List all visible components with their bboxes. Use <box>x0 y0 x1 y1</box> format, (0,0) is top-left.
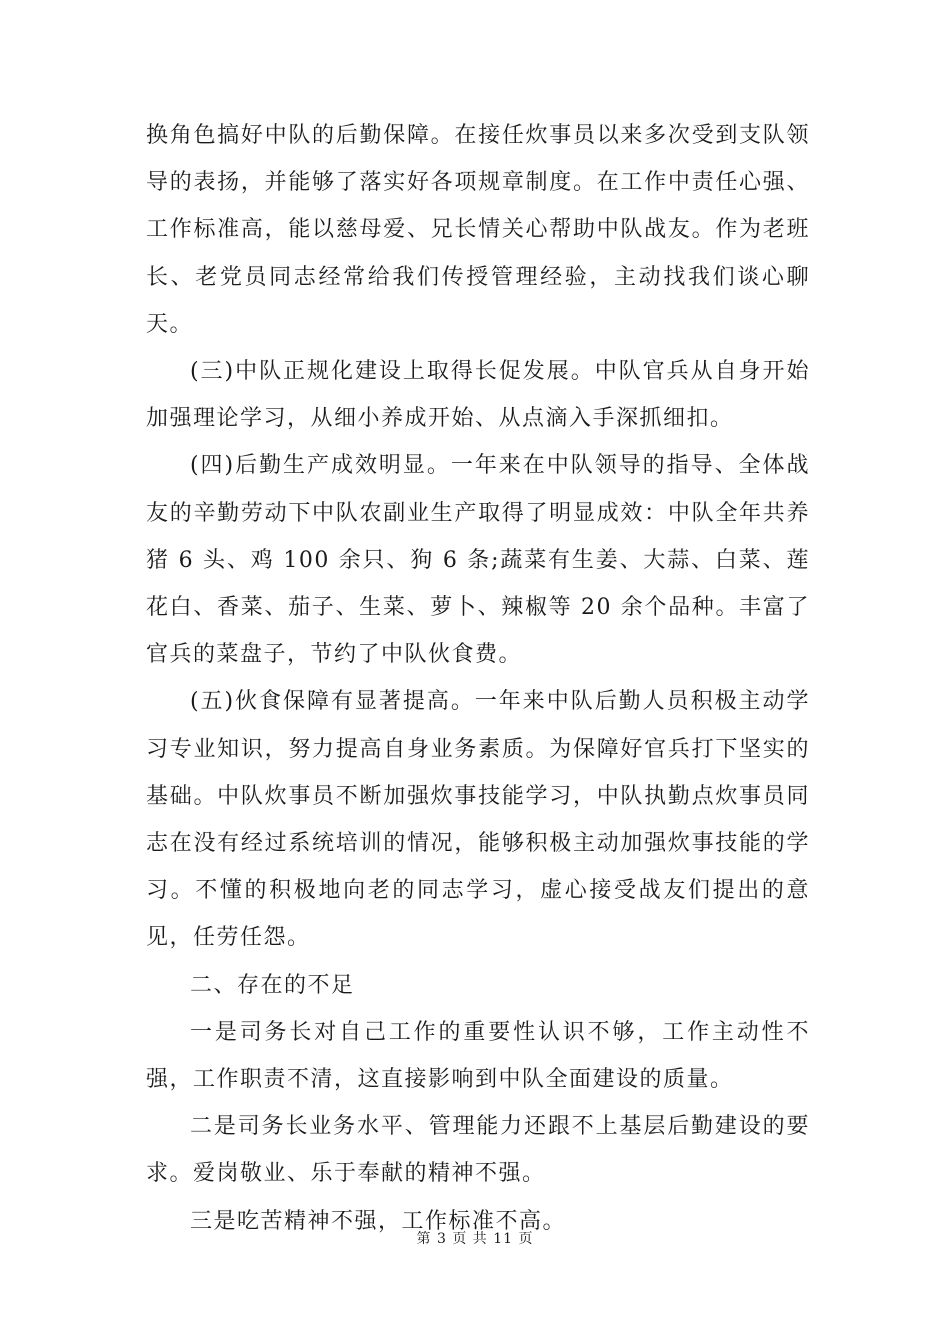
page-footer <box>0 1228 950 1248</box>
paragraph-continuation: 换角色搞好中队的后勤保障。在接任炊事员以来多次受到支队领导的表扬，并能够了落实好各项规章制度。在工作中责任心强、工作标准高，能以慈母爱、兄长情关心帮助中队战友。作为老班长、老党员同志经常给我们传授管理经验，主动找我们谈心聊天。 <box>146 123 810 337</box>
footer-middle: 页 共 <box>452 1231 488 1247</box>
section-heading-shortcomings: 二、存在的不足 <box>190 972 355 998</box>
paragraph-section-5: (五)伙食保障有显著提高。一年来中队后勤人员积极主动学习专业知识，努力提高自身业务素质。为保障好官兵打下坚实的基础。中队炊事员不断加强炊事技能学习，中队执勤点炊事员同志在没有经过系统培训的情况，能够积极主动加强炊事技能的学习。不懂的积极地向老的同志学习，虚心接受战友们提出的意见，任劳任怨。 <box>146 689 810 951</box>
document-body <box>146 112 810 1245</box>
paragraph-shortcoming-3: 三是吃苦精神不强，工作标准不高。 <box>190 1208 567 1234</box>
paragraph-section-3: (三)中队正规化建设上取得长促发展。中队官兵从自身开始加强理论学习，从细小养成开始、从点滴入手深抓细扣。 <box>146 359 810 432</box>
footer-current-page: 3 <box>436 1231 447 1247</box>
footer-total-pages: 11 <box>493 1231 514 1247</box>
footer-suffix: 页 <box>518 1231 534 1247</box>
paragraph-section-4: (四)后勤生产成效明显。一年来在中队领导的指导、全体战友的辛勤劳动下中队农副业生产取得了明显成效：中队全年共养猪 6 头、鸡 100 余只、狗 6 条;蔬菜有生姜、大蒜、白菜、莲花白、香菜、茄子、生菜、萝卜、辣椒等 20 余个品种。丰富了官兵的菜盘子，节约了中队伙食费。 <box>146 453 810 668</box>
paragraph-shortcoming-1: 一是司务长对自己工作的重要性认识不够，工作主动性不强，工作职责不清，这直接影响到中队全面建设的质量。 <box>146 1019 810 1093</box>
footer-prefix: 第 <box>416 1231 432 1247</box>
paragraph-shortcoming-2: 二是司务长业务水平、管理能力还跟不上基层后勤建设的要求。爱岗敬业、乐于奉献的精神不强。 <box>146 1114 810 1187</box>
